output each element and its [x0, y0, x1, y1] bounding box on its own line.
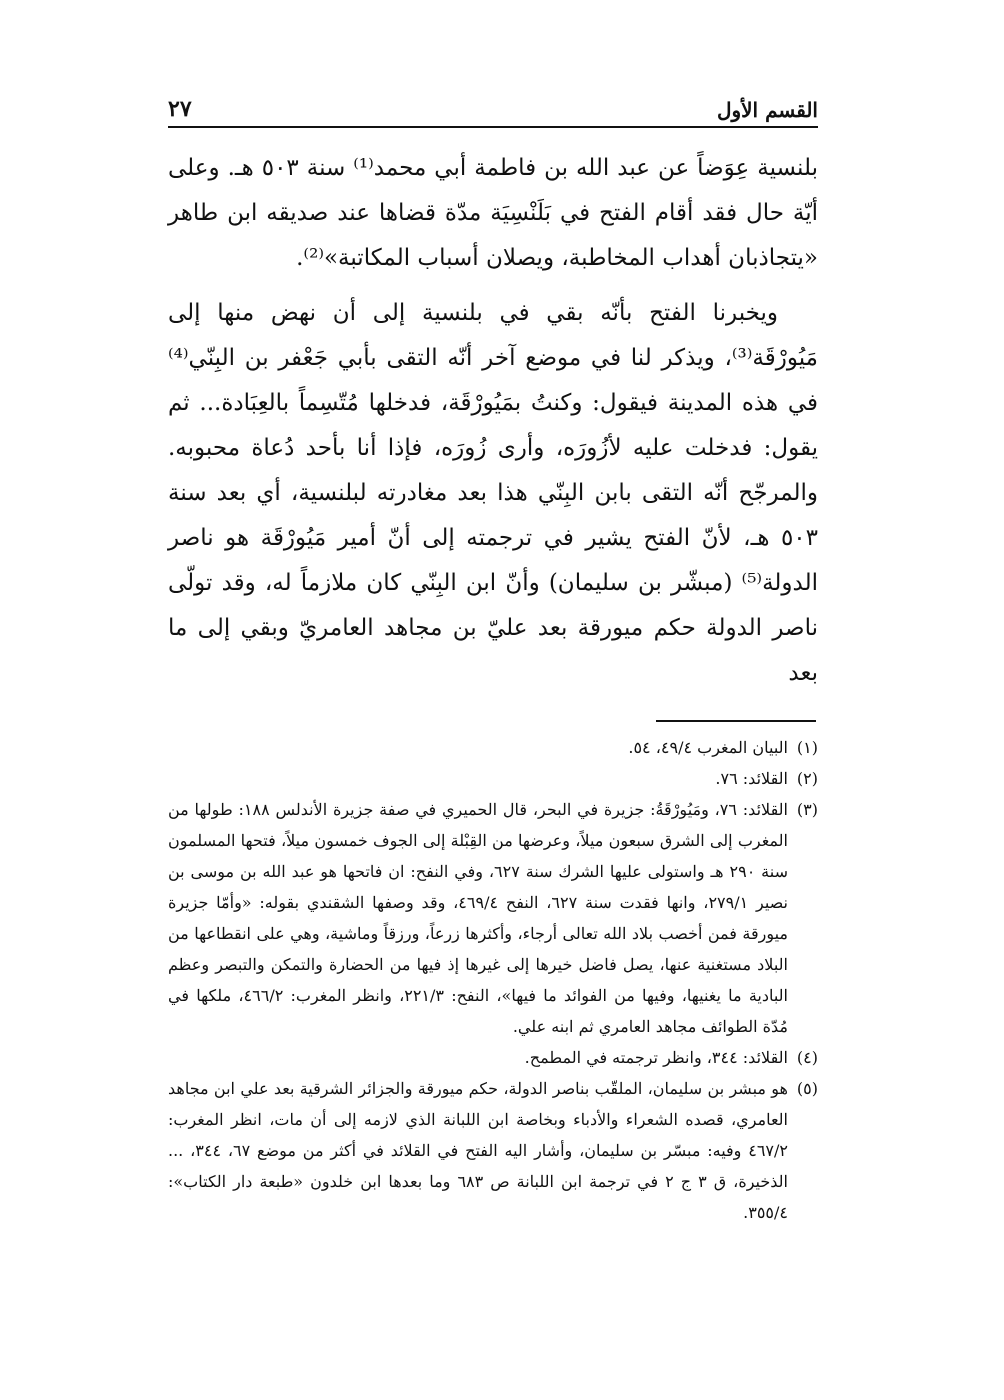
- footnotes: [168, 732, 818, 1228]
- footnote-number: (٣): [796, 800, 818, 819]
- running-header: [168, 92, 818, 128]
- header-rule: [168, 126, 818, 128]
- footnote-1: [168, 732, 818, 763]
- footnote-number: (٢): [796, 769, 818, 788]
- main-text: [168, 146, 818, 696]
- footnote-5: [168, 1073, 818, 1228]
- paragraph-1: بلنسية عِوَضاً عن عبد الله بن فاطمة أبي محمد⁽¹⁾ سنة ٥٠٣ هـ. وعلى أيّة حال فقد أقام الفتح في بَلَنْسِيَة مدّة قضاها عند صديقه ابن طاهر «يتجاذبان أهداب المخاطبة، ويصلان أسباب المكاتبة»⁽²⁾.: [168, 155, 818, 271]
- paragraph-2: ويخبرنا الفتح بأنّه بقي في بلنسية إلى أن نهض منها إلى مَيُورْقَة⁽³⁾، ويذكر لنا في موضع آخر أنّه التقى بأبي جَعْفر بن البِنّي⁽⁴⁾ في هذه المدينة فيقول: وكنتُ بمَيُورْقَة، فدخلها مُتّسِماً بالعِبَادة... ثم يقول: فدخلت عليه لأزُورَه، وأرى زُورَه، فإذا أنا بأحد دُعاة محبوبه. والمرجّح أنّه التقى بابن البِنّي هذا بعد مغادرته لبلنسية، أي بعد سنة ٥٠٣ هـ، لأنّ الفتح يشير في ترجمته إلى أنّ أمير مَيُورْقَة هو ناصر الدولة⁽⁵⁾ (مبشّر بن سليمان) وأنّ ابن البِنّي كان ملازماً له، وقد تولّى ناصر الدولة حكم ميورقة بعد عليّ بن مجاهد العامريّ وبقي إلى ما بعد: [168, 300, 818, 686]
- footnote-2: [168, 763, 818, 794]
- footnote-text: القلائد: ٧٦، ومَيُورْقَةُ: جزيرة في البحر، قال الحميري في صفة جزيرة الأندلس ١٨٨: طولها من المغرب إلى الشرق سبعون ميلاً، وعرضها من القِبْلة إلى الجوف خمسون ميلاً، فتحها المسلمون سنة ٢٩٠ هـ واستولى عليها الشرك سنة ٦٢٧، وفي النفح: ان فاتحها هو عبد الله بن موسى بن نصير ٢٧٩/١، وانها فقدت سنة ٦٢٧، النفح ٤٦٩/٤، وقد وصفها الشقندي بقوله: «وأمّا جزيرة ميورقة فمن أخصب بلاد الله تعالى أرجاء، وأكثرها زرعاً، ورزقاً وماشية، وهي على انقطاعها من البلاد مستغنية عنها، يصل فاضل خيرها إلى غيرها إذ فيها من الحضارة والتمكن والتبصر وعظم البادية ما يغنيها، وفيها من الفوائد ما فيها»، النفح: ٢٢١/٣، وانظر المغرب: ٤٦٦/٢، ملكها في مُدّة الطوائف مجاهد العامري ثم ابنه علي.: [168, 800, 789, 1036]
- footnote-text: البيان المغرب ٤٩/٤، ٥٤.: [628, 738, 788, 757]
- footnote-number: (٥): [796, 1079, 818, 1098]
- footnote-number: (٤): [796, 1048, 818, 1067]
- footnote-separator: [656, 720, 816, 722]
- page-number: ٢٧: [168, 96, 192, 122]
- footnote-4: [168, 1042, 818, 1073]
- footnote-3: [168, 794, 818, 1042]
- footnote-text: القلائد: ٧٦.: [715, 769, 788, 788]
- footnote-text: القلائد: ٣٤٤، وانظر ترجمته في المطمح.: [524, 1048, 788, 1067]
- section-title: القسم الأول: [716, 98, 818, 122]
- footnote-number: (١): [796, 738, 818, 757]
- footnote-text: هو مبشر بن سليمان، الملقّب بناصر الدولة، حكم ميورقة والجزائر الشرقية بعد علي ابن مجاهد العامري، قصده الشعراء والأدباء وبخاصة ابن اللبانة الذي لازمه إلى أن مات، انظر المغرب: ٤٦٧/٢ وفيه: مبسّر بن سليمان، وأشار اليه الفتح في القلائد في أكثر من موضع ٦٧، ٣٤٤، ... الذخيرة، ق ٣ ج ٢ في ترجمة ابن اللبانة ص ٦٨٣ وما بعدها ابن خلدون «طبعة دار الكتاب»: ٣٥٥/٤.: [168, 1079, 788, 1222]
